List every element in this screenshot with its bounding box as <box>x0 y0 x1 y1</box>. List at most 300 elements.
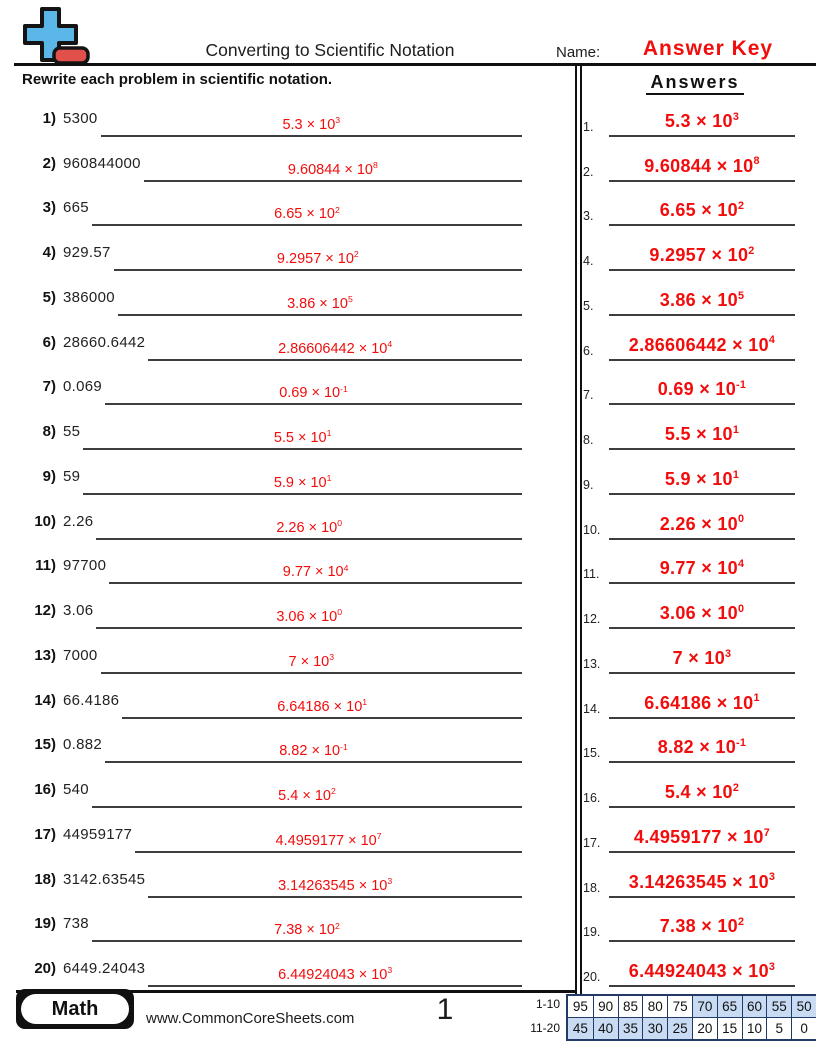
problem-row <box>20 450 522 495</box>
website-url: www.CommonCoreSheets.com <box>146 1010 355 1027</box>
answer-exponent: 3 <box>768 871 776 884</box>
answer-row <box>583 137 795 182</box>
answer-row <box>583 942 795 987</box>
answer-row <box>583 316 795 361</box>
problem-value: 6449.24043 <box>63 960 146 977</box>
answer-exponent: 1 <box>732 468 740 481</box>
problem-number: 7) <box>42 378 56 396</box>
answer-base: 9.60844 × 10 <box>287 161 373 178</box>
problem-number: 2) <box>42 154 56 172</box>
problem-value: 97700 <box>63 557 107 575</box>
problem-value: 665 <box>63 199 89 217</box>
score-cell: 10 <box>742 1017 767 1039</box>
answer-key-value <box>629 961 775 981</box>
answer-base: 5.5 × 10 <box>664 424 733 444</box>
answer-base: 6.44924043 × 10 <box>278 967 388 983</box>
answer-blank-line <box>609 558 795 584</box>
answer-exponent: -1 <box>340 383 348 394</box>
answer-key-value <box>658 737 746 757</box>
answer-row <box>583 271 795 316</box>
answer-blank-line <box>92 205 522 226</box>
problem-value: 738 <box>63 915 89 933</box>
answer-key-value <box>660 200 745 220</box>
answer-base: 2.86606442 × 10 <box>278 340 388 357</box>
answer-number: 13. <box>583 656 601 671</box>
answer-blank-line <box>92 921 522 942</box>
score-range-label-1-10: 1-10 <box>535 997 560 1011</box>
answer-base: 2.26 × 10 <box>276 519 338 536</box>
answer-number: 20. <box>583 970 601 984</box>
answer-base: 3.14263545 × 10 <box>628 871 769 892</box>
answer-exponent: 2 <box>737 200 745 213</box>
written-answer <box>279 385 348 401</box>
problem-row <box>20 719 522 764</box>
written-answer <box>279 743 348 759</box>
answer-number: 2. <box>583 164 594 179</box>
problem-value: 28660.6442 <box>63 333 146 351</box>
answer-base: 6.65 × 10 <box>659 200 738 221</box>
answer-key-value <box>644 693 760 713</box>
answer-key-value <box>660 603 745 623</box>
grading-table <box>566 994 816 1041</box>
answer-blank-line <box>609 737 795 763</box>
name-label: Name: <box>556 44 601 61</box>
written-answer <box>274 206 340 222</box>
answer-base: 5.5 × 10 <box>273 430 327 446</box>
answer-row <box>583 540 795 585</box>
answer-row <box>583 92 795 137</box>
answer-blank-line <box>83 474 522 495</box>
answer-number: 18. <box>583 880 601 895</box>
answer-number: 14. <box>583 701 601 716</box>
answer-exponent: 4 <box>387 338 393 349</box>
answer-blank-line <box>609 872 795 898</box>
answer-blank-line <box>118 295 522 316</box>
problem-number: 1) <box>42 109 56 127</box>
answer-exponent: 7 <box>376 831 382 842</box>
answer-base: 9.60844 × 10 <box>644 155 754 176</box>
answer-row <box>583 629 795 674</box>
answer-base: 9.2957 × 10 <box>649 245 749 265</box>
answer-base: 3.86 × 10 <box>287 295 348 312</box>
answer-row <box>583 674 795 719</box>
problem-value: 66.4186 <box>63 691 120 709</box>
answer-blank-line <box>609 200 795 226</box>
answer-blank-line <box>609 469 795 495</box>
answer-exponent: 3 <box>725 647 732 660</box>
answer-blank-line <box>609 111 795 137</box>
answer-exponent: 8 <box>753 155 760 168</box>
problem-number: 3) <box>42 199 56 217</box>
score-cell: 45 <box>568 1017 593 1039</box>
answer-exponent: 0 <box>737 513 745 526</box>
answer-base: 9.77 × 10 <box>282 564 344 581</box>
answer-exponent: 5 <box>737 289 745 302</box>
answer-blank-line <box>135 832 522 853</box>
problem-row <box>20 271 522 316</box>
answer-exponent: 1 <box>732 423 740 436</box>
answer-row <box>583 584 795 629</box>
column-divider <box>575 64 582 994</box>
problem-value: 55 <box>63 423 81 440</box>
page-number: 1 <box>436 993 454 1026</box>
answer-exponent: 1 <box>326 428 332 439</box>
answer-blank-line <box>96 608 522 629</box>
answer-base: 8.82 × 10 <box>657 737 737 758</box>
answer-base: 5.9 × 10 <box>273 474 327 491</box>
answer-number: 11. <box>583 567 600 582</box>
answer-blank-line <box>105 384 522 405</box>
problem-number: 10) <box>34 512 56 530</box>
answer-number: 5. <box>583 298 594 313</box>
written-answer <box>274 922 340 938</box>
answer-exponent: 3 <box>329 652 335 663</box>
answer-blank-line <box>144 161 522 182</box>
answer-base: 9.77 × 10 <box>659 558 738 579</box>
answer-row <box>583 405 795 450</box>
problem-row <box>20 942 522 987</box>
problem-row <box>20 763 522 808</box>
score-cell: 20 <box>692 1017 717 1039</box>
problem-row <box>20 226 522 271</box>
answer-base: 7 × 10 <box>288 653 330 670</box>
answer-blank-line <box>96 519 522 540</box>
problem-number: 4) <box>42 244 56 261</box>
written-answer <box>283 564 349 580</box>
problem-row <box>20 361 522 406</box>
answer-base: 4.4959177 × 10 <box>633 826 764 847</box>
answer-blank-line <box>105 742 522 763</box>
answer-base: 6.64186 × 10 <box>277 698 363 715</box>
problem-row <box>20 137 522 182</box>
problem-value: 7000 <box>63 646 98 664</box>
answer-key-value <box>665 782 739 802</box>
answer-row <box>583 450 795 495</box>
written-answer <box>282 117 340 133</box>
score-cell: 50 <box>791 996 816 1017</box>
problem-number: 15) <box>34 736 56 754</box>
answer-blank-line <box>609 648 795 674</box>
answer-base: 5.4 × 10 <box>664 782 733 802</box>
written-answer <box>277 251 359 267</box>
answer-key-value <box>644 156 760 176</box>
answer-row <box>583 853 795 898</box>
answer-key-value <box>660 916 745 936</box>
score-cell: 30 <box>642 1017 667 1039</box>
subject-badge-label: Math <box>21 994 129 1024</box>
answer-blank-line <box>609 514 795 540</box>
answer-blank-line <box>101 653 522 674</box>
answer-key-value <box>660 558 745 578</box>
answer-blank-line <box>101 116 522 137</box>
answer-blank-line <box>609 290 795 316</box>
answer-exponent: -1 <box>736 379 747 392</box>
written-answer <box>274 475 332 491</box>
answer-key-value <box>629 335 775 355</box>
answer-exponent: 4 <box>343 562 349 573</box>
answer-blank-line <box>109 563 522 584</box>
problem-number: 19) <box>34 915 56 933</box>
answer-row <box>583 226 795 271</box>
answer-row <box>583 495 795 540</box>
problem-row <box>20 584 522 629</box>
problem-number: 17) <box>34 825 56 843</box>
answer-base: 5.4 × 10 <box>278 788 331 804</box>
answer-number: 10. <box>583 522 601 537</box>
problem-value: 2.26 <box>63 512 94 530</box>
answer-blank-line <box>609 379 795 405</box>
answer-blank-line <box>609 424 795 450</box>
answer-key-value <box>649 245 754 265</box>
answer-blank-line <box>609 916 795 942</box>
written-answer <box>287 159 378 178</box>
grading-row-1-10 <box>568 996 816 1017</box>
answer-base: 0.69 × 10 <box>657 379 737 400</box>
answer-number: 19. <box>583 925 601 940</box>
answer-base: 7.38 × 10 <box>274 922 335 939</box>
problem-row <box>20 495 522 540</box>
score-cell: 90 <box>593 996 618 1017</box>
problem-value: 386000 <box>63 288 115 306</box>
answer-number: 7. <box>583 388 594 403</box>
written-answer <box>287 296 353 312</box>
grading-row-11-20 <box>568 1017 816 1039</box>
answer-exponent: 2 <box>748 244 755 257</box>
problem-row <box>20 92 522 137</box>
problem-number: 6) <box>42 333 56 351</box>
written-answer <box>289 654 335 670</box>
problem-number: 9) <box>42 467 56 485</box>
answer-key-value <box>660 290 745 310</box>
answer-row <box>583 763 795 808</box>
answer-exponent: 3 <box>387 875 393 886</box>
answer-base: 5.3 × 10 <box>664 110 733 131</box>
answer-key-value <box>658 379 746 399</box>
answer-row <box>583 182 795 227</box>
problem-row <box>20 853 522 898</box>
answer-key-value <box>665 424 739 444</box>
answer-blank-line <box>92 787 522 808</box>
answer-exponent: 4 <box>768 334 776 347</box>
answer-base: 9.2957 × 10 <box>276 251 354 267</box>
answer-base: 3.06 × 10 <box>659 603 738 623</box>
answer-blank-line <box>83 429 522 450</box>
answer-number: 8. <box>583 433 594 447</box>
problem-value: 59 <box>63 467 81 485</box>
answer-blank-line <box>148 340 522 361</box>
answer-number: 1. <box>583 119 594 134</box>
answer-row <box>583 808 795 853</box>
answer-number: 16. <box>583 791 601 805</box>
answer-base: 3.14263545 × 10 <box>278 877 388 894</box>
problem-row <box>20 182 522 227</box>
problem-number: 5) <box>42 288 56 306</box>
score-cell: 55 <box>766 996 791 1017</box>
answers-heading-text: Answers <box>646 72 743 95</box>
answer-base: 2.86606442 × 10 <box>628 334 769 355</box>
written-answer <box>278 338 393 357</box>
answer-key-value <box>665 111 739 131</box>
commoncoresheets-logo <box>18 6 94 71</box>
problem-value: 3142.63545 <box>63 870 146 888</box>
answer-exponent: 3 <box>387 965 393 976</box>
score-range-label-11-20: 11-20 <box>530 1021 560 1035</box>
answer-blank-line <box>609 335 795 361</box>
written-answer <box>278 788 336 804</box>
answer-base: 0.69 × 10 <box>279 385 341 402</box>
answer-number: 6. <box>583 343 594 358</box>
answer-exponent: 2 <box>334 204 340 215</box>
written-answer <box>274 430 332 446</box>
score-cell: 80 <box>642 996 667 1017</box>
score-cell: 95 <box>568 996 593 1017</box>
answer-exponent: 7 <box>763 826 771 839</box>
answer-base: 5.9 × 10 <box>664 468 733 489</box>
answer-key-value <box>673 648 732 668</box>
answer-exponent: 1 <box>362 696 368 707</box>
answer-key-value <box>660 514 745 534</box>
problem-value: 0.882 <box>63 736 103 754</box>
problem-row <box>20 540 522 585</box>
answer-key-text: Answer Key <box>642 37 774 60</box>
problem-row <box>20 674 522 719</box>
problem-number: 16) <box>34 781 56 798</box>
problem-value: 960844000 <box>63 154 141 172</box>
written-answer <box>277 696 368 715</box>
problem-number: 11) <box>35 557 56 575</box>
problem-list <box>20 92 522 987</box>
answer-blank-line <box>609 827 795 853</box>
answer-exponent: 0 <box>737 602 745 615</box>
answer-number: 3. <box>583 209 594 224</box>
problem-row <box>20 405 522 450</box>
score-cell: 60 <box>742 996 767 1017</box>
problem-value: 0.069 <box>63 378 103 396</box>
problem-number: 14) <box>34 691 56 709</box>
score-cell: 75 <box>667 996 692 1017</box>
subject-badge <box>16 989 134 1029</box>
answer-key-value <box>634 827 770 847</box>
answer-number: 17. <box>583 835 601 850</box>
problem-value: 5300 <box>63 109 98 127</box>
answer-number: 12. <box>583 612 601 626</box>
score-cell: 40 <box>593 1017 618 1039</box>
score-cell: 5 <box>766 1017 791 1039</box>
written-answer <box>276 517 343 536</box>
answer-blank-line <box>609 156 795 182</box>
answer-exponent: 8 <box>373 159 378 170</box>
score-cell: 85 <box>618 996 643 1017</box>
answer-exponent: -1 <box>340 741 348 752</box>
score-cell: 35 <box>618 1017 643 1039</box>
answer-base: 6.65 × 10 <box>274 206 335 223</box>
written-answer <box>278 875 393 894</box>
answer-base: 5.3 × 10 <box>282 116 336 133</box>
plus-minus-icon <box>18 6 94 66</box>
problem-value: 540 <box>63 781 89 798</box>
written-answer <box>276 609 342 625</box>
problem-row <box>20 808 522 853</box>
answer-blank-line <box>122 698 522 719</box>
answer-exponent: 1 <box>326 473 332 484</box>
answer-base: 6.64186 × 10 <box>644 692 754 713</box>
answer-number: 4. <box>583 254 594 268</box>
answer-base: 4.4959177 × 10 <box>275 832 377 849</box>
answer-exponent: 3 <box>768 960 776 973</box>
answer-list <box>583 92 795 987</box>
problem-value: 929.57 <box>63 244 111 261</box>
answer-exponent: 2 <box>737 916 745 929</box>
score-cell: 25 <box>667 1017 692 1039</box>
answer-exponent: 2 <box>330 786 336 797</box>
answer-exponent: 2 <box>732 781 740 794</box>
answer-blank-line <box>609 245 795 271</box>
answer-exponent: 0 <box>337 517 343 528</box>
answer-number: 9. <box>583 477 594 492</box>
answer-exponent: 3 <box>732 110 740 123</box>
score-cell: 15 <box>717 1017 742 1039</box>
answer-exponent: 3 <box>335 115 341 126</box>
problem-number: 20) <box>34 960 56 977</box>
problem-row <box>20 898 522 943</box>
answer-base: 7.38 × 10 <box>659 916 738 937</box>
answer-base: 8.82 × 10 <box>279 743 341 760</box>
problem-row <box>20 629 522 674</box>
problem-value: 44959177 <box>63 825 133 843</box>
score-cell: 0 <box>791 1017 816 1039</box>
page-title: Converting to Scientific Notation <box>205 40 455 60</box>
answer-blank-line <box>114 250 522 271</box>
answer-base: 3.86 × 10 <box>659 289 738 310</box>
instruction-text: Rewrite each problem in scientific notation. <box>22 71 333 88</box>
answer-blank-line <box>609 782 795 808</box>
answer-base: 7 × 10 <box>672 647 726 668</box>
answers-heading <box>600 72 790 93</box>
answer-row <box>583 898 795 943</box>
answer-exponent: 4 <box>737 558 745 571</box>
answer-base: 2.26 × 10 <box>659 513 738 534</box>
answer-row <box>583 361 795 406</box>
written-answer <box>278 967 392 983</box>
header-rule <box>14 63 816 66</box>
answer-blank-line <box>609 961 795 987</box>
answer-blank-line <box>148 966 522 987</box>
answer-exponent: 1 <box>753 692 760 705</box>
problem-value: 3.06 <box>63 602 94 619</box>
answer-base: 3.06 × 10 <box>276 609 338 625</box>
answer-exponent: 0 <box>337 607 343 618</box>
answer-base: 6.44924043 × 10 <box>628 961 769 981</box>
problem-row <box>20 316 522 361</box>
answer-key-value <box>629 872 775 892</box>
answer-blank-line <box>148 877 522 898</box>
problem-number: 12) <box>34 602 56 619</box>
answer-row <box>583 719 795 764</box>
problem-number: 18) <box>34 870 56 888</box>
score-cell: 65 <box>717 996 742 1017</box>
answer-blank-line <box>609 603 795 629</box>
answer-exponent: 2 <box>353 249 359 260</box>
problem-number: 8) <box>42 423 56 440</box>
answer-exponent: 2 <box>334 920 340 931</box>
answer-exponent: -1 <box>736 737 747 750</box>
answer-key-value <box>665 469 739 489</box>
answer-blank-line <box>609 693 795 719</box>
answer-number: 15. <box>583 746 601 761</box>
written-answer <box>276 833 382 849</box>
answer-exponent: 5 <box>347 294 353 305</box>
problem-number: 13) <box>34 646 56 664</box>
